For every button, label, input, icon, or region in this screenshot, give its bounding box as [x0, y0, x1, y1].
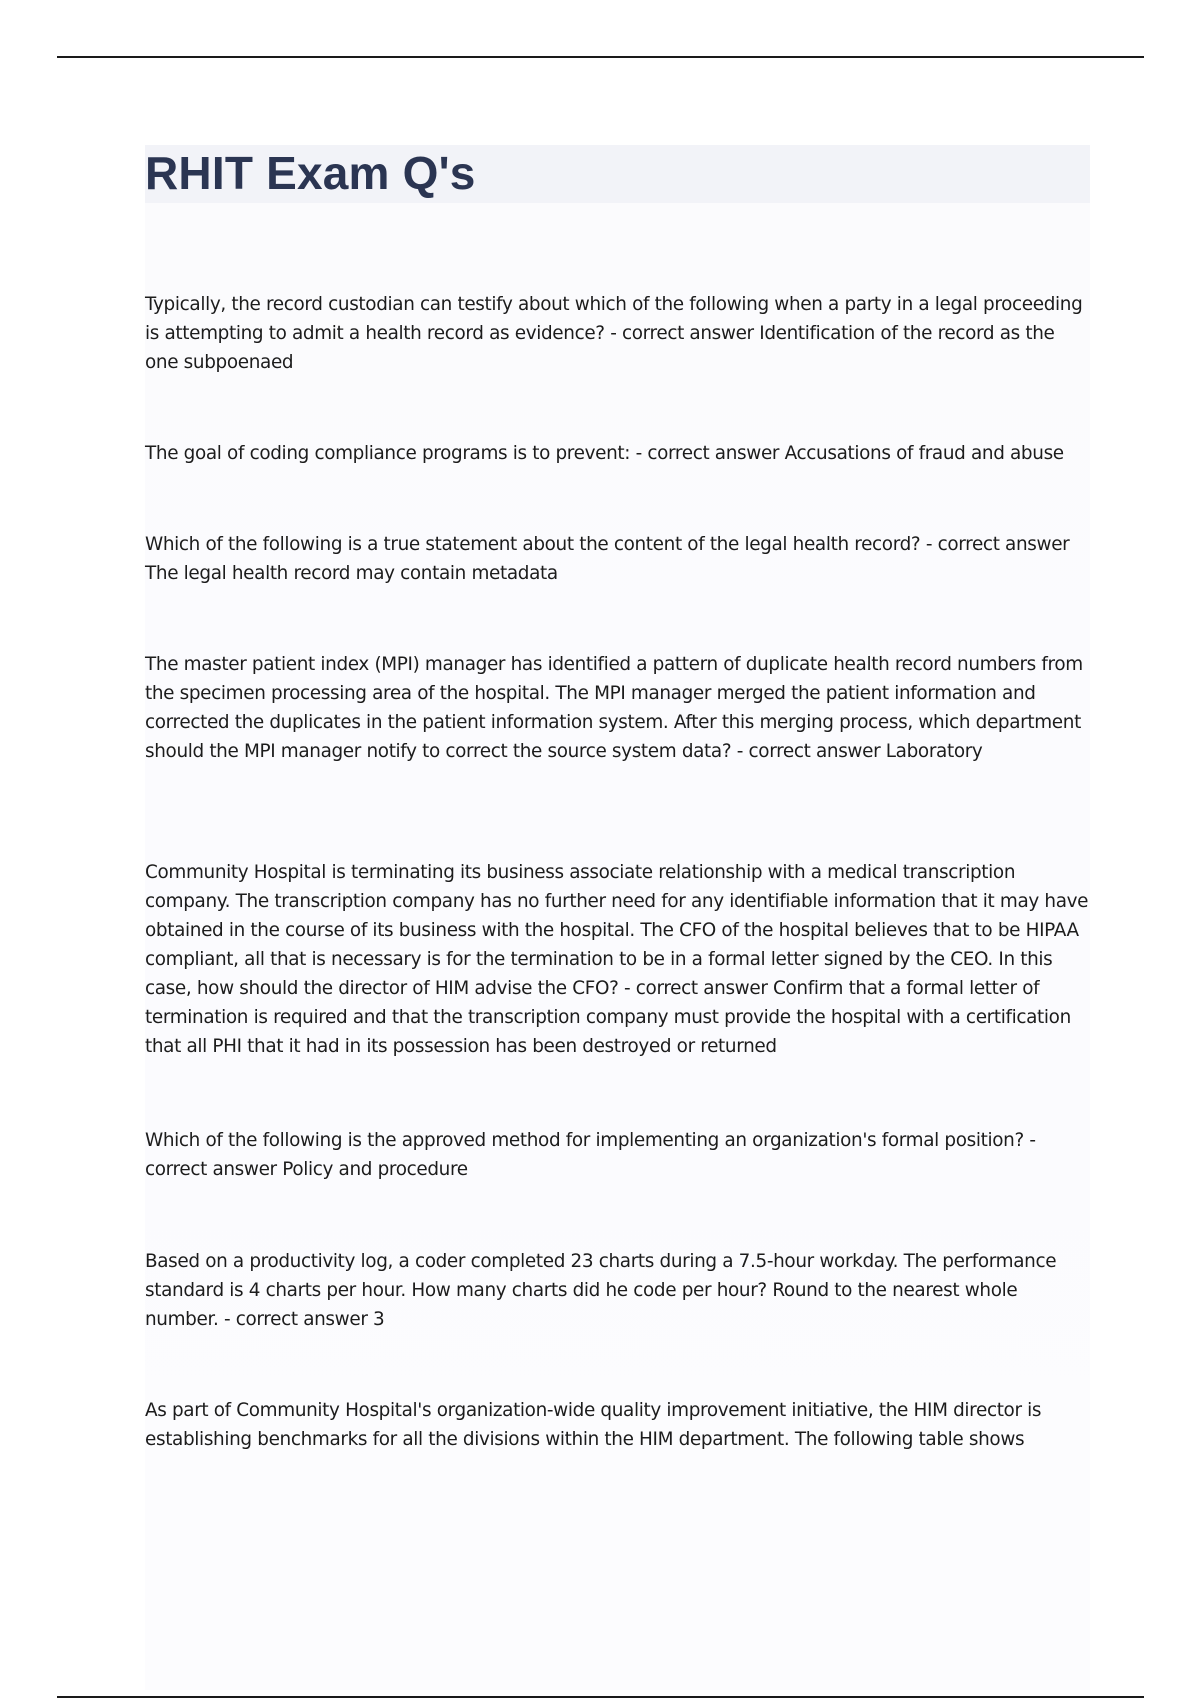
header-rule	[57, 56, 1144, 58]
question-item: Based on a productivity log, a coder completed 23 charts during a 7.5-hour workday. The performance standard is 4 charts per hour. How many charts did he code per hour? Round to the nearest whole number. - correct answer 3	[145, 1251, 1057, 1330]
footer-rule	[57, 1696, 1144, 1698]
question-item: As part of Community Hospital's organization-wide quality improvement initiative, the HIM director is establishing benchmarks for all the divisions within the HIM department. The following table shows	[145, 1400, 1042, 1450]
question-item: The goal of coding compliance programs is to prevent: - correct answer Accusations of fraud and abuse	[145, 443, 1064, 464]
document-title: RHIT Exam Q's	[145, 147, 476, 199]
question-item: Which of the following is a true statement about the content of the legal health record? - correct answer The legal health record may contain metadata	[145, 534, 1070, 584]
question-item: Community Hospital is terminating its business associate relationship with a medical transcription company. The transcription company has no further need for any identifiable information that it may have obtained in the course of its business with the hospital. The CFO of the hospital believes that to be HIPAA compliant, all that is necessary is for the termination to be in a formal letter signed by the CEO. In this case, how should the director of HIM advise the CFO? - correct answer Confirm that a formal letter of termination is required and that the transcription company must provide the hospital with a certification that all PHI that it had in its possession has been destroyed or returned	[145, 862, 1089, 1057]
question-item: The master patient index (MPI) manager has identified a pattern of duplicate health record numbers from the specimen processing area of the hospital. The MPI manager merged the patient information and corrected the duplicates in the patient information system. After this merging process, which department should the MPI manager notify to correct the source system data? - correct answer Laboratory	[145, 654, 1083, 762]
question-item: Which of the following is the approved method for implementing an organization's formal position? - correct answer Policy and procedure	[145, 1130, 1036, 1180]
question-item: Typically, the record custodian can testify about which of the following when a party in a legal proceeding is attempting to admit a health record as evidence? - correct answer Identification of the record as the one subpoenaed	[145, 294, 1083, 373]
